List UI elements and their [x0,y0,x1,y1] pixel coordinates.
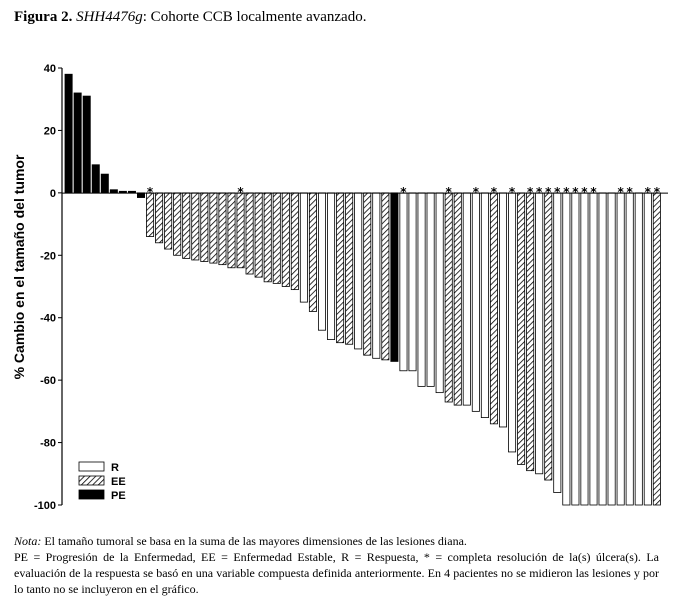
bar-ee [282,193,289,287]
bar-ee [246,193,253,274]
bar-r [508,193,515,452]
y-tick-label: 20 [43,125,56,138]
bar-r [536,193,543,474]
bar-ee [156,193,163,243]
note-label: Nota: [14,534,42,548]
bar-ee [201,193,208,262]
complete-resolution-star: * [644,184,651,199]
bar-r [499,193,506,427]
complete-resolution-star: * [400,184,407,199]
bar-ee [228,193,235,268]
y-tick-label: -20 [40,250,56,263]
y-tick-label: -40 [40,312,56,325]
bar-pe [101,174,108,193]
bar-r [608,193,615,505]
bar-r [481,193,488,418]
note-line-2: PE = Progresión de la Enfermedad, EE = Enfermedad Estable, R = Respuesta, * = completa resolución de la(s) úlcera(s). La evaluación de la respuesta se basó en una variable compuesta definida anteriormente. En 4 pacientes no se midieron las lesiones y por lo tanto no se incluyeron en el gráfico. [14,550,659,596]
y-tick-label: -100 [33,500,56,512]
bar-ee [337,193,344,343]
bar-ee [165,193,172,249]
complete-resolution-star: * [536,184,543,199]
bar-ee [490,193,497,424]
bar-ee [309,193,316,312]
bar-r [635,193,642,505]
complete-resolution-star: * [490,184,498,199]
complete-resolution-star: * [445,184,452,199]
bar-ee [174,193,181,255]
bar-ee [382,193,389,360]
complete-resolution-star: * [653,184,660,199]
complete-resolution-star: * [626,184,633,199]
legend-label-ee: EE [111,476,126,488]
figure-title-rest: : Cohorte CCB localmente avanzado. [142,9,367,25]
bar-r [409,193,416,371]
complete-resolution-star: * [146,184,154,199]
complete-resolution-star: * [563,184,570,199]
complete-resolution-star: * [590,184,597,199]
legend-label-r: R [111,462,119,474]
legend-swatch-r [79,462,104,471]
legend-swatch-pe [79,490,104,499]
complete-resolution-star: * [581,184,588,199]
figure-label: Figura 2. [14,9,73,25]
bar-ee [518,193,525,465]
bar-r [554,193,561,493]
bar-ee [192,193,199,260]
bar-ee [454,193,461,405]
complete-resolution-star: * [554,184,561,199]
bar-ee [237,193,244,268]
bar-pe [74,93,81,193]
bar-ee [527,193,534,471]
bar-ee [364,193,371,355]
bar-r [644,193,651,505]
bar-r [318,193,325,330]
complete-resolution-star: * [472,184,479,199]
bar-r [463,193,470,405]
bar-ee [146,193,153,237]
legend-swatch-ee [79,476,104,485]
bar-r [327,193,334,340]
bar-r [300,193,307,302]
complete-resolution-star: * [545,184,552,199]
complete-resolution-star: * [527,184,534,199]
figure-note [14,533,659,597]
bar-r [626,193,633,505]
bar-r [617,193,624,505]
bars-group [65,74,660,505]
bar-r [355,193,362,349]
bar-pe [65,74,72,193]
bar-r [427,193,434,387]
complete-resolution-star: * [617,184,624,199]
bar-ee [183,193,190,259]
legend-label-pe: PE [111,490,126,502]
bar-ee [255,193,262,277]
y-tick-label: -80 [40,437,56,450]
bar-ee [346,193,353,344]
bar-ee [264,193,271,282]
bar-ee [210,193,217,263]
bar-r [373,193,380,358]
bar-ee [219,193,226,265]
bar-r [400,193,407,371]
y-tick-label: -60 [40,375,56,388]
bar-r [418,193,425,387]
bar-r [563,193,570,505]
bar-ee [445,193,452,402]
bar-ee [653,193,660,505]
y-axis-label: % Cambio en el tamaño del tumor [11,154,27,380]
complete-resolution-star: * [508,184,516,199]
bar-ee [291,193,298,290]
y-tick-label: 40 [43,63,56,75]
bar-pe [110,190,117,193]
bar-r [472,193,479,411]
bar-r [572,193,579,505]
complete-resolution-star: * [237,184,244,199]
complete-resolution-star: * [572,184,579,199]
legend [79,462,126,502]
note-line-1: El tamaño tumoral se basa en la suma de las mayores dimensiones de las lesiones diana. [41,534,467,548]
figure-drug: SHH4476g [76,9,143,25]
bar-ee [273,193,280,284]
y-axis [34,63,62,512]
bar-r [590,193,597,505]
bar-r [436,193,443,393]
bar-r [581,193,588,505]
bar-r [599,193,606,505]
bar-pe [391,193,398,362]
bar-pe [83,96,90,193]
bar-pe [92,165,99,193]
bar-ee [545,193,552,480]
y-tick-label: 0 [49,187,56,200]
